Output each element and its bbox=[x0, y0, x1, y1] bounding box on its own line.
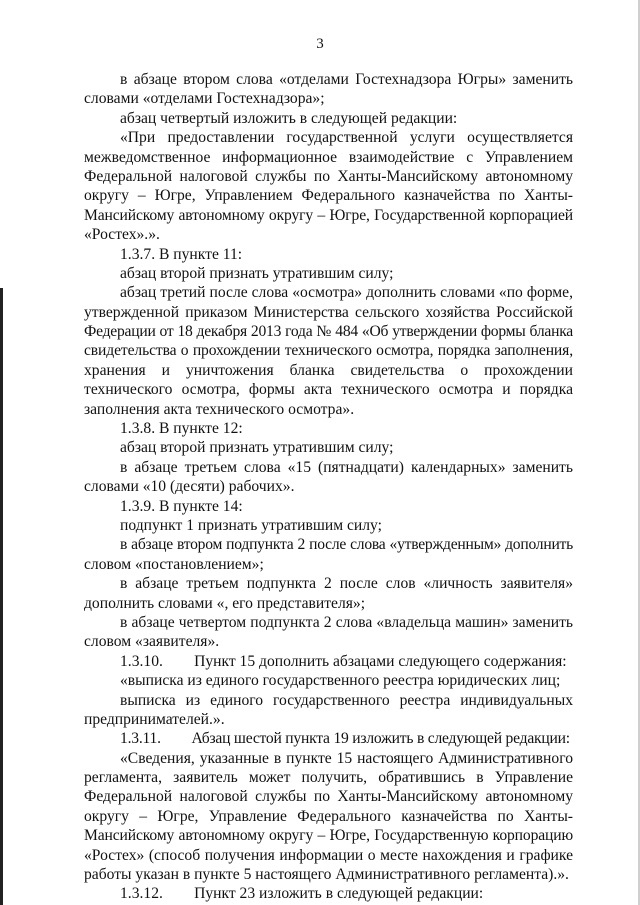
text-line: 1.3.9. В пункте 14: bbox=[120, 497, 243, 515]
text-line: абзац второй признать утратившим силу; bbox=[120, 439, 394, 457]
text-line: заполнения акта технического осмотра». bbox=[84, 400, 355, 418]
text-line: в абзаце четвертом подпункта 2 слова «владельца машин» заменить bbox=[120, 613, 573, 631]
text-line: выписка из единого государственного реестра индивидуальных bbox=[120, 691, 573, 709]
text-line: Федеральной налоговой службы по Ханты-Мансийскому автономному bbox=[84, 167, 573, 185]
text-line: в абзаце втором подпункта 2 после слова «утвержденным» дополнить bbox=[120, 536, 573, 554]
text-line: «Сведения, указанные в пункте 15 настоящего Административного bbox=[120, 749, 573, 767]
text-line: Федеральной налоговой службы по Ханты-Мансийскому автономному bbox=[84, 788, 573, 806]
text-line: «Ростех».». bbox=[84, 226, 160, 244]
text-line: словом «заявителя». bbox=[84, 633, 220, 651]
text-line: Мансийскому автономному округу – Югре, Государственную корпорацию bbox=[84, 827, 573, 845]
text-line: технического осмотра, формы акта технического осмотра и порядка bbox=[84, 381, 573, 399]
text-line: округу – Югре, Управление Федерального казначейства по Ханты- bbox=[84, 807, 573, 825]
text-line: в абзаце третьем слова «15 (пятнадцати) календарных» заменить bbox=[120, 458, 573, 476]
text-line: 1.3.7. В пункте 11: bbox=[120, 245, 243, 263]
text-line: 1.3.11. Абзац шестой пункта 19 изложить в следующей редакции: bbox=[120, 730, 570, 748]
text-line: межведомственное информационное взаимодействие с Управлением bbox=[84, 148, 573, 166]
text-line: «Ростех» (способ получения информации о месте нахождения и графике bbox=[84, 846, 573, 864]
text-line: предпринимателей.». bbox=[84, 710, 225, 728]
text-line: абзац третий после слова «осмотра» дополнить словами «по форме, bbox=[120, 284, 573, 302]
text-line: «выписка из единого государственного реестра юридических лиц; bbox=[120, 672, 561, 690]
document-body bbox=[84, 70, 573, 904]
text-line: «При предоставлении государственной услуги осуществляется bbox=[120, 129, 573, 147]
text-line: в абзаце третьем подпункта 2 после слов «личность заявителя» bbox=[120, 575, 573, 593]
text-line: абзац второй признать утратившим силу; bbox=[120, 264, 394, 282]
page-number: 3 bbox=[316, 36, 324, 52]
text-line: 1.3.8. В пункте 12: bbox=[120, 420, 243, 438]
text-line: регламента, заявитель может получить, обратившись в Управление bbox=[84, 769, 573, 787]
text-line: абзац четвертый изложить в следующей редакции: bbox=[120, 109, 458, 127]
text-line: Федерации от 18 декабря 2013 года № 484 «Об утверждении формы бланка bbox=[84, 323, 573, 341]
text-line: свидетельства о прохождении технического осмотра, порядка заполнения, bbox=[84, 342, 573, 360]
text-line: дополнить словами «, его представителя»; bbox=[84, 594, 366, 612]
text-line: хранения и уничтожения бланка свидетельства о прохождении bbox=[84, 361, 573, 379]
text-line: подпункт 1 признать утратившим силу; bbox=[120, 516, 382, 534]
text-line: 1.3.12. Пункт 23 изложить в следующей редакции: bbox=[120, 885, 484, 903]
text-line: округу – Югре, Управлением Федерального казначейства по Ханты- bbox=[84, 187, 573, 205]
text-line: словами «10 (десяти) рабочих». bbox=[84, 478, 295, 496]
text-line: словом «постановлением»; bbox=[84, 555, 264, 573]
text-line: в абзаце втором слова «отделами Гостехнадзора Югры» заменить bbox=[120, 71, 573, 88]
text-line: утвержденной приказом Министерства сельского хозяйства Российской bbox=[84, 303, 573, 321]
text-line: Мансийскому автономному округу – Югре, Государственной корпорацией bbox=[84, 206, 573, 224]
text-line: 1.3.10. Пункт 15 дополнить абзацами следующего содержания: bbox=[120, 652, 567, 670]
text-line: словами «отделами Гостехнадзора»; bbox=[84, 90, 325, 108]
text-line: работы указан в пункте 5 настоящего Административного регламента).». bbox=[84, 866, 569, 884]
scan-edge-left bbox=[0, 288, 3, 905]
